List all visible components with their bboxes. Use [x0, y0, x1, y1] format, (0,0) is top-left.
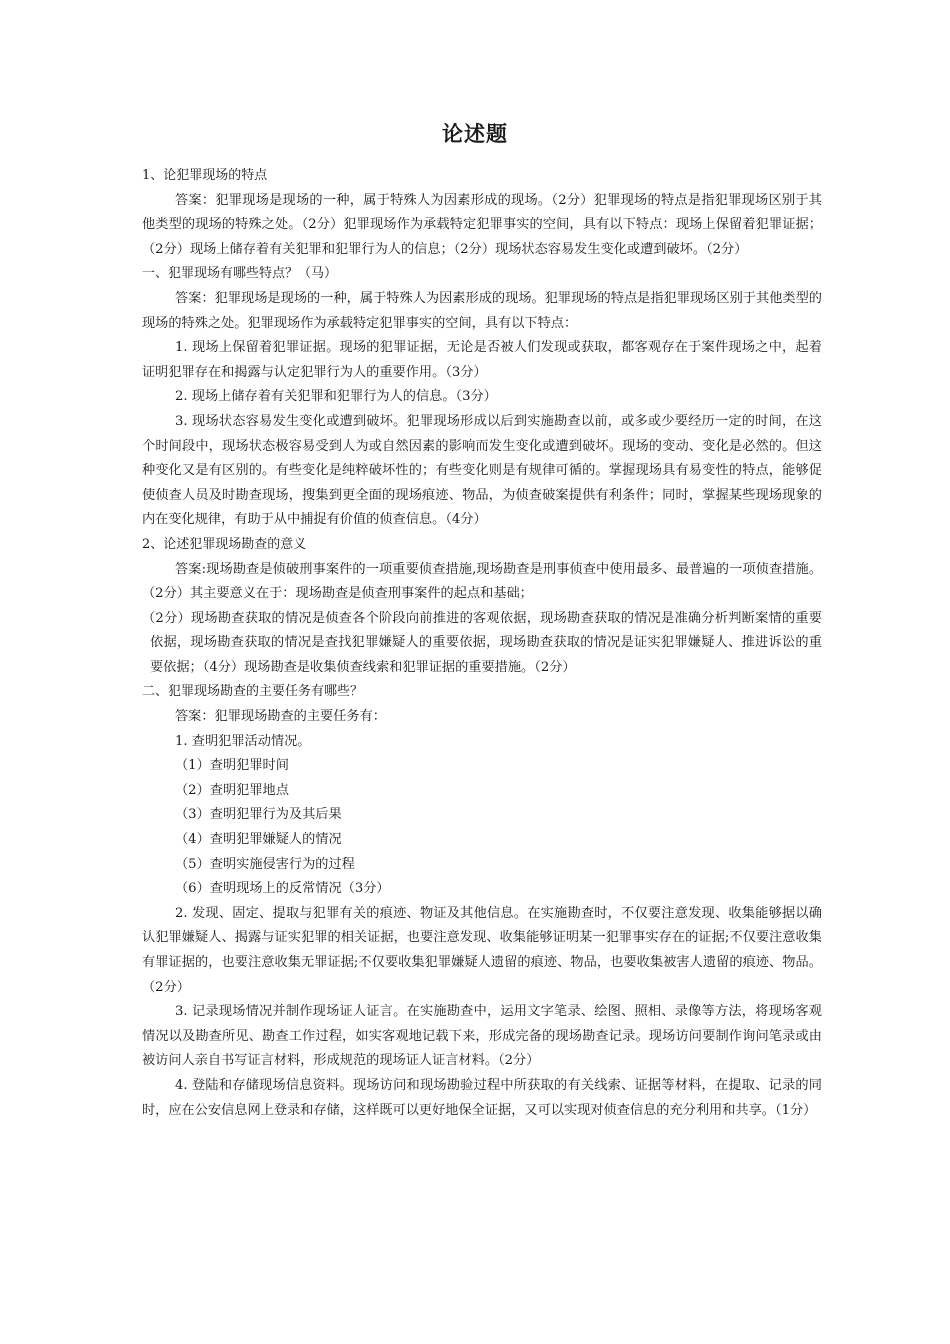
answer-paragraph: 答案：犯罪现场是现场的一种，属于特殊人为因素形成的现场。犯罪现场的特点是指犯罪现场区别于其他类型的现场的特殊之处。犯罪现场作为承载特定犯罪事实的空间，具有以下特点： — [142, 290, 822, 331]
question-heading: 1、论犯罪现场的特点 — [142, 168, 268, 183]
list-item: （3）查明犯罪行为及其后果 — [175, 807, 342, 823]
question-heading: 一、犯罪现场有哪些特点？（马） — [142, 266, 338, 282]
page-title: 论述题 — [442, 122, 508, 146]
answer-paragraph: 2. 现场上储存着有关犯罪和犯罪行为人的信息。（3分） — [175, 389, 497, 405]
answer-paragraph: 2. 发现、固定、提取与犯罪有关的痕迹、物证及其他信息。在实施勘查时，不仅要注意发现、收集能够据以确认犯罪嫌疑人、揭露与证实犯罪的相关证据，也要注意发现、收集能够证明某一犯罪事实存在的证据;不仅要注意收集有罪证据的，也要注意收集无罪证据;不仅要收集犯罪嫌疑人遗留的痕迹、物品，也要收集被害人遗留的痕迹、物品。（2分） — [142, 905, 822, 995]
answer-paragraph: 答案：犯罪现场是现场的一种，属于特殊人为因素形成的现场。（2分）犯罪现场的特点是指犯罪现场区别于其他类型的现场的特殊之处。（2分）犯罪现场作为承载特定犯罪事实的空间，具有以下特点：现场上保留着犯罪证据；（2分）现场上储存着有关犯罪和犯罪行为人的信息；（2分）现场状态容易发生变化或遭到破坏。（2分） — [142, 192, 822, 257]
answer-paragraph: 3. 现场状态容易发生变化或遭到破坏。犯罪现场形成以后到实施勘查以前，或多或少要经历一定的时间，在这个时间段中，现场状态极容易受到人为或自然因素的影响而发生变化或遭到破坏。现场的变动、变化是必然的。但这种变化又是有区别的。有些变化是纯粹破坏性的；有些变化则是有规律可循的。掌握现场具有易变性的特点，能够促使侦查人员及时勘查现场，搜集到更全面的现场痕迹、物品，为侦查破案提供有利条件；同时，掌握某些现场现象的内在变化规律，有助于从中捕捉有价值的侦查信息。（4分） — [142, 413, 822, 528]
answer-paragraph: 4. 登陆和存储现场信息资料。现场访问和现场勘验过程中所获取的有关线索、证据等材料，在提取、记录的同时，应在公安信息网上登录和存储，这样既可以更好地保全证据，又可以实现对侦查信息的充分利用和共享。（1分） — [142, 1077, 822, 1118]
question-heading: 2、论述犯罪现场勘查的意义 — [142, 536, 307, 552]
question-heading: 二、犯罪现场勘查的主要任务有哪些？ — [142, 684, 364, 700]
list-item: （1）查明犯罪时间 — [175, 758, 289, 774]
answer-paragraph: 3. 记录现场情况并制作现场证人证言。在实施勘查中，运用文字笔录、绘图、照相、录像等方法，将现场客观情况以及勘查所见、勘查工作过程，如实客观地记载下来，形成完备的现场勘查记录。现场访问要制作询问笔录或由被访问人亲自书写证言材料，形成规范的现场证人证言材料。（2分） — [142, 1004, 822, 1069]
list-item: （6）查明现场上的反常情况（3分） — [175, 881, 390, 897]
list-item: （2）查明犯罪地点 — [175, 782, 289, 798]
list-item: （4）查明犯罪嫌疑人的情况 — [175, 832, 342, 848]
answer-paragraph: （2分）现场勘查获取的情况是侦查各个阶段向前推进的客观依据，现场勘查获取的情况是准确分析判断案情的重要依据，现场勘查获取的情况是查找犯罪嫌疑人的重要依据，现场勘查获取的情况是证实犯罪嫌疑人、推进诉讼的重要依据；（4分）现场勘查是收集侦查线索和犯罪证据的重要措施。（2分） — [142, 610, 822, 675]
document-body — [142, 164, 822, 1123]
list-item: （5）查明实施侵害行为的过程 — [175, 856, 355, 872]
answer-paragraph: 1. 查明犯罪活动情况。 — [175, 733, 311, 749]
answer-paragraph: 答案：犯罪现场勘查的主要任务有： — [175, 709, 386, 725]
answer-paragraph: 1. 现场上保留着犯罪证据。现场的犯罪证据，无论是否被人们发现或获取，都客观存在于案件现场之中，起着证明犯罪存在和揭露与认定犯罪行为人的重要作用。（3分） — [142, 340, 822, 380]
answer-paragraph: 答案:现场勘查是侦破刑事案件的一项重要侦查措施,现场勘查是刑事侦查中使用最多、最普遍的一项侦查措施。（2分）其主要意义在于：现场勘查是侦查刑事案件的起点和基础； — [142, 561, 822, 602]
